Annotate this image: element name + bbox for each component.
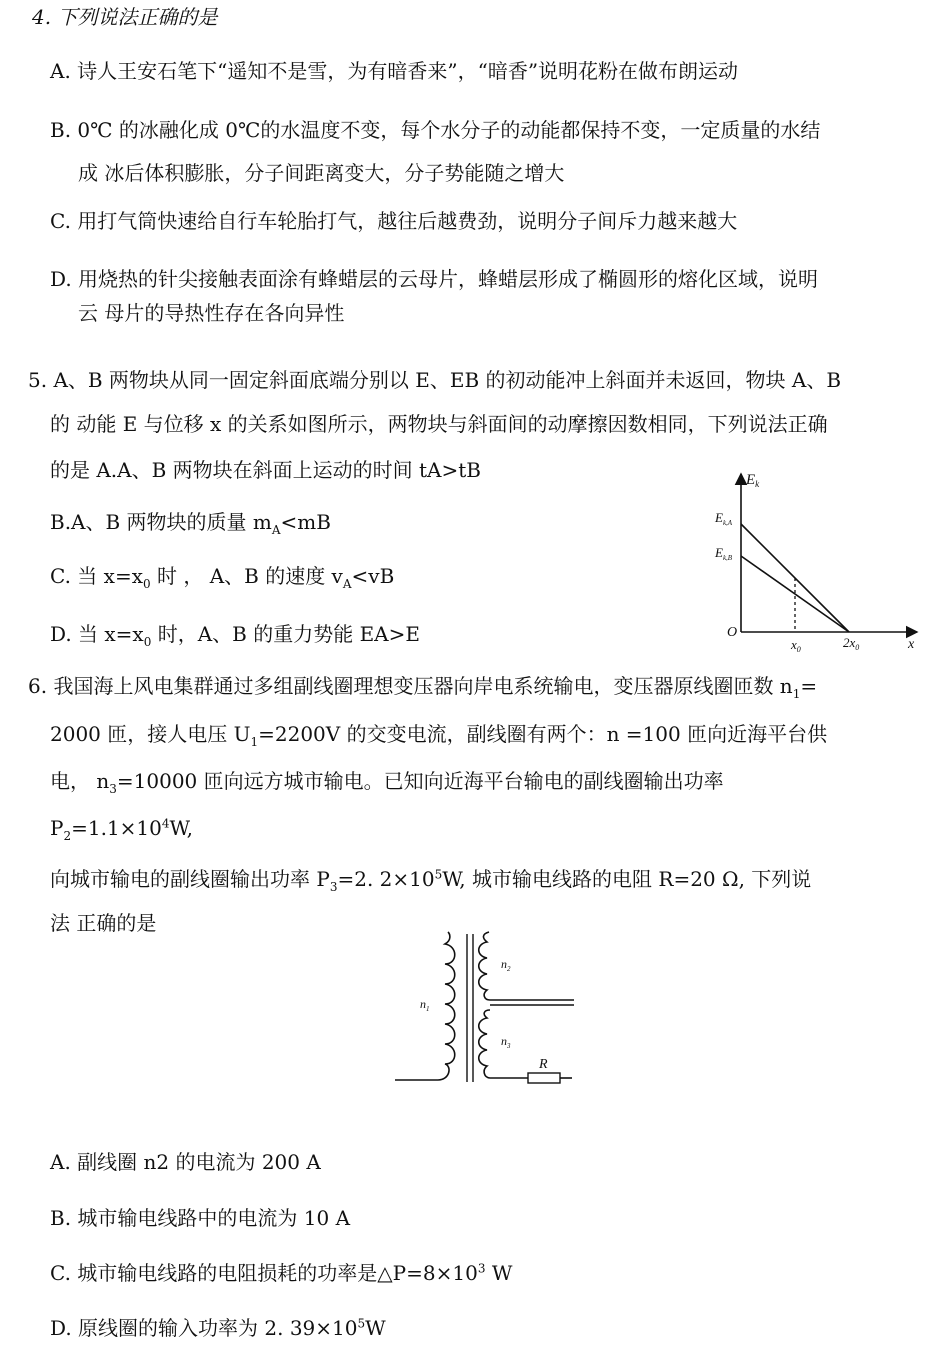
q6-stem-line3: 电， $n_3=10000$ 匝向远方城市输电。已知向近海平台输电的副线圈输出功率	[50, 769, 724, 796]
q6-stem-line1: 6. 我国海上风电集群通过多组副线圈理想变压器向岸电系统输电，变压器原线圈匝数 $n_1=$	[28, 674, 818, 701]
q6-stem-line6: 法 正确的是	[50, 911, 157, 935]
q6-option-d: D. 原线圈的输入功率为 2. $39\times 10^5W$	[50, 1316, 386, 1340]
n2-label: $n_2$	[501, 957, 511, 973]
x0-tick-label: $x_0$	[791, 637, 801, 654]
r-label: R	[539, 1057, 548, 1072]
q4-option-a: A. 诗人王安石笔下“遥知不是雪，为有暗香来”，“暗香”说明花粉在做布朗运动	[50, 59, 739, 83]
q5-stem-line3: 的是 A.A、B 两物块在斜面上运动的时间 tA>tB	[50, 458, 481, 482]
origin-label: O	[727, 625, 738, 640]
q5-ek-x-graph	[705, 466, 930, 656]
n1-label: $n_1$	[420, 997, 430, 1013]
q5-stem-line1: 5. A、B 两物块从同一固定斜面底端分别以 E、EB 的初动能冲上斜面并未返回，物块 A、B	[28, 368, 842, 392]
q5-option-b: B.A、B 两物块的质量 $m_A<mB$	[50, 510, 331, 537]
q4-option-d-line1: D. 用烧热的针尖接触表面涂有蜂蜡层的云母片，蜂蜡层形成了椭圆形的熔化区域，说明	[50, 267, 819, 291]
q6-option-a: A. 副线圈 n2 的电流为 200 A	[50, 1150, 321, 1174]
q6-stem-line5: 向城市输电的副线圈输出功率 $P_3=2$. $2\times 10^5W$, 城市输电线路的电阻 R=20 Ω, 下列说	[50, 867, 812, 894]
q6-stem-line2: 2000 匝，接人电压 $U_1=2200V$ 的交变电流，副线圈有两个：n =100 匝向近海平台供	[50, 722, 828, 749]
x-axis-label: x	[908, 637, 915, 652]
ekb-label: $E_{k,B}$	[715, 545, 733, 562]
q5-option-c: C. 当 $x=x_0$ 时 ， A、B 的速度 $v_A<vB$	[50, 564, 395, 591]
q4-option-b-line2: 成 冰后体积膨胀，分子间距离变大，分子势能随之增大	[78, 161, 565, 185]
q4-title: 4. 下列说法正确的是	[32, 5, 218, 29]
q6-option-c: C. 城市输电线路的电阻损耗的功率是$\triangle P=8\times 10^3$ W	[50, 1261, 513, 1285]
q6-option-b: B. 城市输电线路中的电流为 10 A	[50, 1206, 351, 1230]
eka-label: $E_{k,A}$	[715, 510, 733, 527]
q4-option-b-line1: B. 0℃ 的冰融化成 0℃的水温度不变，每个水分子的动能都保持不变，一定质量的水结	[50, 118, 821, 142]
resistor-r	[528, 1073, 560, 1083]
2x0-tick-label: $2x_0$	[843, 635, 860, 652]
q6-transformer-diagram	[390, 928, 580, 1088]
q4-option-c: C. 用打气筒快速给自行车轮胎打气，越往后越费劲，说明分子间斥力越来越大	[50, 209, 738, 233]
q5-option-d: D. 当 $x=x_0$ 时，A、B 的重力势能 EA>E	[50, 622, 420, 649]
secondary-coil-n2	[479, 932, 574, 1000]
q6-stem-line4: $P_2=1.1\times 10^4W$,	[50, 816, 193, 843]
q5-stem-line2: 的 动能 E 与位移 x 的关系如图所示，两物块与斜面间的动摩擦因数相同，下列说法正确	[50, 412, 828, 436]
n3-label: $n_3$	[501, 1034, 511, 1050]
y-axis-label: $E_k$	[746, 472, 760, 489]
q4-option-d-line2: 云 母片的导热性存在各向异性	[78, 301, 345, 325]
